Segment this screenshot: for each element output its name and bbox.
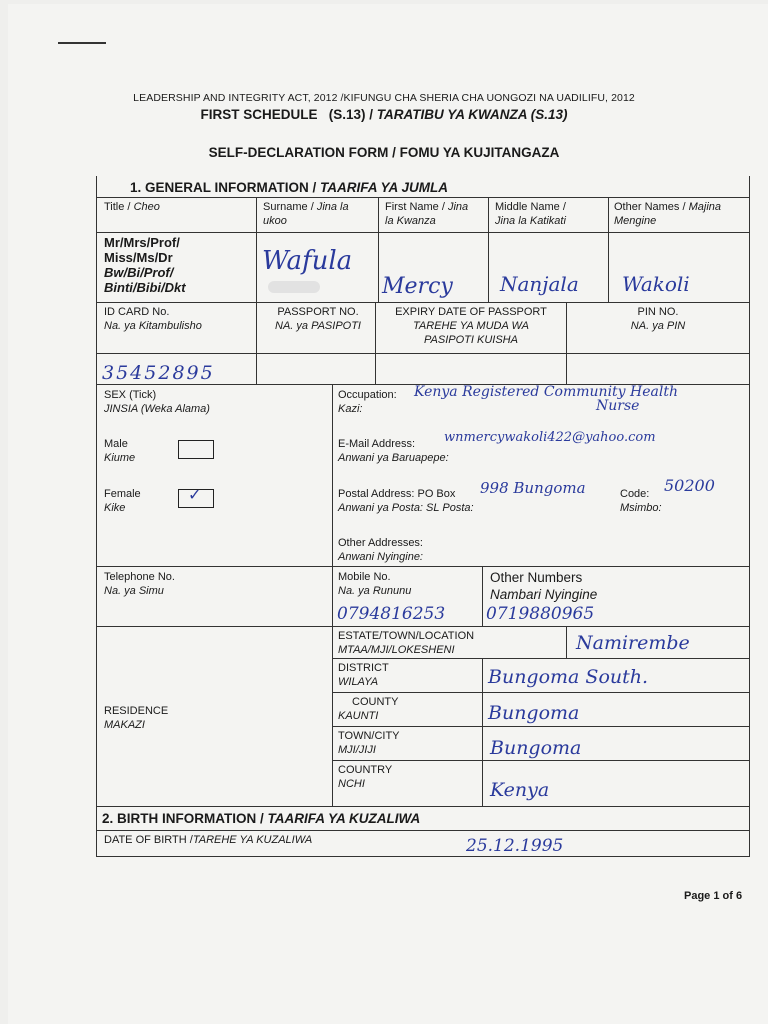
postal-code-value: 50200 [664, 476, 715, 495]
table-border-left [96, 176, 97, 857]
surname-value: Wafula [262, 246, 353, 276]
county-label: COUNTY KAUNTI [338, 696, 399, 722]
occupation-value-line1: Kenya Registered Community Health [414, 384, 678, 400]
smudge [268, 281, 320, 293]
page-number: Page 1 of 6 [684, 890, 743, 902]
country-value: Kenya [490, 779, 550, 801]
col-line [378, 197, 379, 302]
id-card-value: 35452895 [102, 362, 215, 384]
estate-label: ESTATE/TOWN/LOCATION MTAA/MJI/LOKESHENI [338, 630, 475, 656]
row-line [96, 806, 750, 807]
dob-value: 25.12.1995 [466, 836, 564, 856]
estate-value: Namirembe [576, 632, 690, 654]
mobile-value: 0794816253 [337, 604, 446, 624]
male-label: Male Kiume [104, 438, 136, 464]
row-line [96, 353, 750, 354]
county-value: Bungoma [488, 702, 580, 724]
schedule-title: FIRST SCHEDULE (S.13) / TARATIBU YA KWANZA (S.13) [200, 107, 568, 122]
dob-label: DATE OF BIRTH /TAREHE YA KUZALIWA [104, 834, 313, 846]
row-line [96, 566, 750, 567]
town-label: TOWN/CITY MJI/JIJI [338, 730, 400, 756]
row-line [96, 302, 750, 303]
row-line [332, 760, 750, 761]
col-line [608, 197, 609, 302]
col-line [332, 384, 333, 806]
section-1-title: 1. GENERAL INFORMATION / TAARIFA YA JUMLA [130, 180, 449, 195]
col-line [256, 197, 257, 384]
table-border-bottom [96, 856, 750, 857]
po-box-value: 998 Bungoma [480, 479, 586, 497]
col-line [482, 658, 483, 806]
passport-label: PASSPORT NO. NA. ya PASIPOTI [275, 306, 361, 332]
postal-address-label: Postal Address: PO Box Anwani ya Posta: SL Posta: [338, 488, 474, 514]
surname-label: Surname / Jina la ukoo [263, 201, 349, 227]
other-names-label: Other Names / Majina Mengine [614, 201, 721, 227]
col-line [375, 302, 376, 384]
passport-expiry-label: EXPIRY DATE OF PASSPORT TAREHE YA MUDA WA PASIPOTI KUISHA [395, 306, 547, 346]
country-label: COUNTRY NCHI [338, 764, 393, 790]
email-label: E-Mail Address: Anwani ya Baruapepe: [338, 438, 449, 464]
male-checkbox[interactable] [178, 440, 214, 459]
title-label: Title / Cheo [104, 201, 160, 213]
district-label: DISTRICT WILAYA [338, 662, 389, 688]
sex-label: SEX (Tick) JINSIA (Weka Alama) [104, 389, 210, 415]
other-names-value: Wakoli [622, 272, 690, 296]
mobile-label: Mobile No. Na. ya Rununu [338, 571, 412, 597]
row-line [332, 726, 750, 727]
town-value: Bungoma [490, 737, 582, 759]
pin-label: PIN NO. NA. ya PIN [630, 306, 686, 332]
first-name-value: Mercy [382, 274, 453, 299]
row-line [96, 197, 750, 198]
row-line [332, 658, 750, 659]
other-number-value: 0719880965 [486, 604, 595, 624]
scan-mark [58, 42, 106, 44]
other-numbers-label: Other Numbers Nambari Nyingine [490, 570, 598, 602]
row-line [96, 626, 750, 627]
table-border-right [749, 176, 750, 857]
occupation-label: Occupation: Kazi: [338, 389, 397, 415]
section-2-title: 2. BIRTH INFORMATION / TAARIFA YA KUZALIWA [102, 811, 421, 826]
col-line [482, 566, 483, 626]
occupation-value-line2: Nurse [596, 398, 640, 414]
col-line [566, 626, 567, 658]
act-line: LEADERSHIP AND INTEGRITY ACT, 2012 /KIFUNGU CHA SHERIA CHA UONGOZI NA UADILIFU, 2012 [133, 92, 635, 104]
district-value: Bungoma South. [488, 666, 649, 688]
row-line [96, 830, 750, 831]
postal-code-label: Code: Msimbo: [620, 488, 662, 514]
row-line [332, 692, 750, 693]
other-addresses-label: Other Addresses: Anwani Nyingine: [338, 537, 423, 563]
col-line [488, 197, 489, 302]
title-options: Mr/Mrs/Prof/ Miss/Ms/Dr Bw/Bi/Prof/ Binti/Bibi/Dkt [104, 235, 186, 295]
email-value: wnmercywakoli422@yahoo.com [444, 430, 656, 445]
first-name-label: First Name / Jina la Kwanza [385, 201, 469, 227]
female-label: Female Kike [104, 488, 141, 514]
form-title: SELF-DECLARATION FORM / FOMU YA KUJITANGAZA [208, 145, 560, 160]
telephone-label: Telephone No. Na. ya Simu [104, 571, 175, 597]
middle-name-label: Middle Name / Jina la Katikati [495, 201, 566, 227]
row-line [96, 232, 750, 233]
middle-name-value: Nanjala [500, 272, 579, 296]
id-card-label: ID CARD No. Na. ya Kitambulisho [104, 306, 202, 332]
female-tick: ✓ [188, 485, 202, 504]
residence-label: RESIDENCE MAKAZI [104, 705, 169, 731]
